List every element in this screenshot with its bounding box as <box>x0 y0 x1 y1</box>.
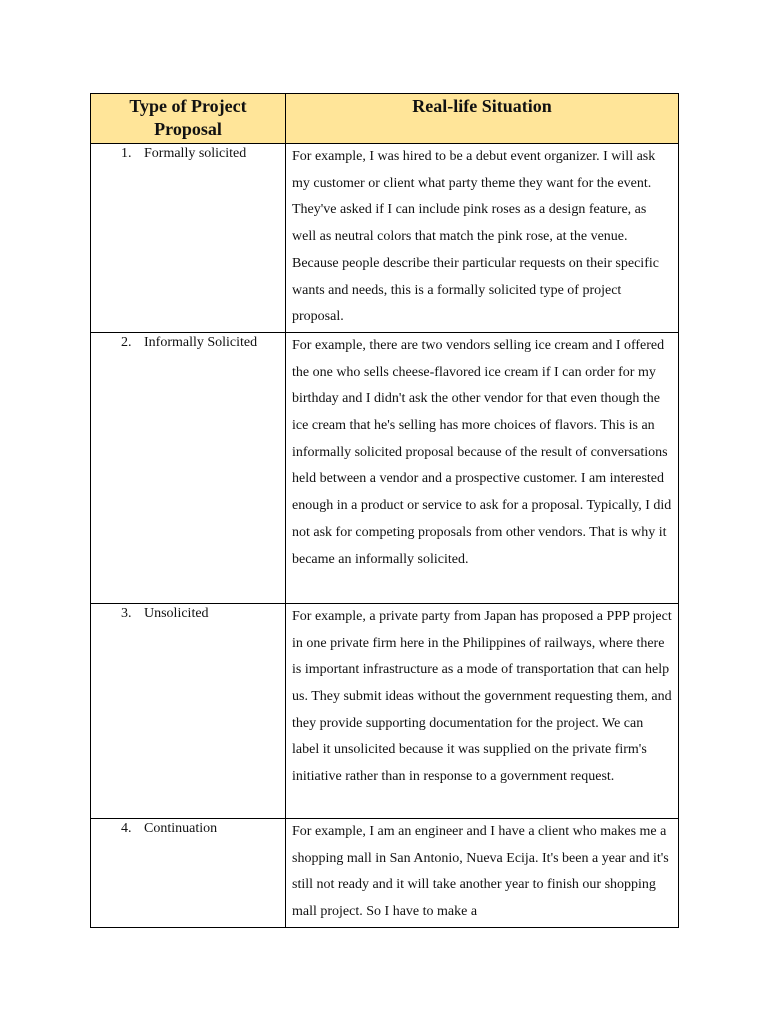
header-real-life-situation: Real-life Situation <box>286 94 679 144</box>
item-number: 1. <box>121 146 132 161</box>
proposal-type-label: Formally solicited <box>144 146 247 161</box>
proposal-type-label: Continuation <box>144 820 218 836</box>
table-row <box>91 144 679 333</box>
table-row <box>91 603 679 818</box>
item-number: 2. <box>121 334 132 350</box>
table-header-row <box>91 94 679 144</box>
table-row <box>91 332 679 603</box>
table-row <box>91 818 679 927</box>
item-number: 3. <box>121 605 132 621</box>
proposal-types-table <box>90 93 679 928</box>
situation-description: For example, a private party from Japan has proposed a PPP project in one private firm here in the Philippines of railways, where there is important infrastructure as a mode of transportation that can help us. They submit ideas without the government requesting them, and they provide supporting documentation for the project. We can label it unsolicited because it was supplied on the private firm's initiative rather than in response to a government request. <box>286 603 679 818</box>
item-number: 4. <box>121 820 132 836</box>
situation-description: For example, I was hired to be a debut event organizer. I will ask my customer or client what party theme they want for the event. They've asked if I can include pink roses as a design feature, as well as neutral colors that match the pink rose, at the venue. Because people describe their particular requests on their specific wants and needs, this is a formally solicited type of project proposal. <box>286 144 679 333</box>
proposal-type-cell <box>91 818 286 927</box>
proposal-type-label: Informally Solicited <box>144 334 258 350</box>
proposal-type-cell <box>91 144 286 333</box>
proposal-type-label: Unsolicited <box>144 605 209 621</box>
situation-description: For example, there are two vendors selling ice cream and I offered the one who sells cheese-flavored ice cream if I can order for my birthday and I didn't ask the other vendor for that even though the ice cream that he's selling has more choices of flavors. This is an informally solicited proposal because of the result of conversations held between a vendor and a prospective customer. I am interested enough in a product or service to ask for a proposal. Typically, I did not ask for competing proposals from other vendors. That is why it became an informally solicited. <box>286 332 679 603</box>
proposal-type-cell <box>91 332 286 603</box>
header-type-of-project-proposal: Type of Project Proposal <box>91 94 286 144</box>
proposal-type-cell <box>91 603 286 818</box>
situation-description: For example, I am an engineer and I have a client who makes me a shopping mall in San Antonio, Nueva Ecija. It's been a year and it's still not ready and it will take another year to finish our shopping mall project. So I have to make a <box>286 818 679 927</box>
